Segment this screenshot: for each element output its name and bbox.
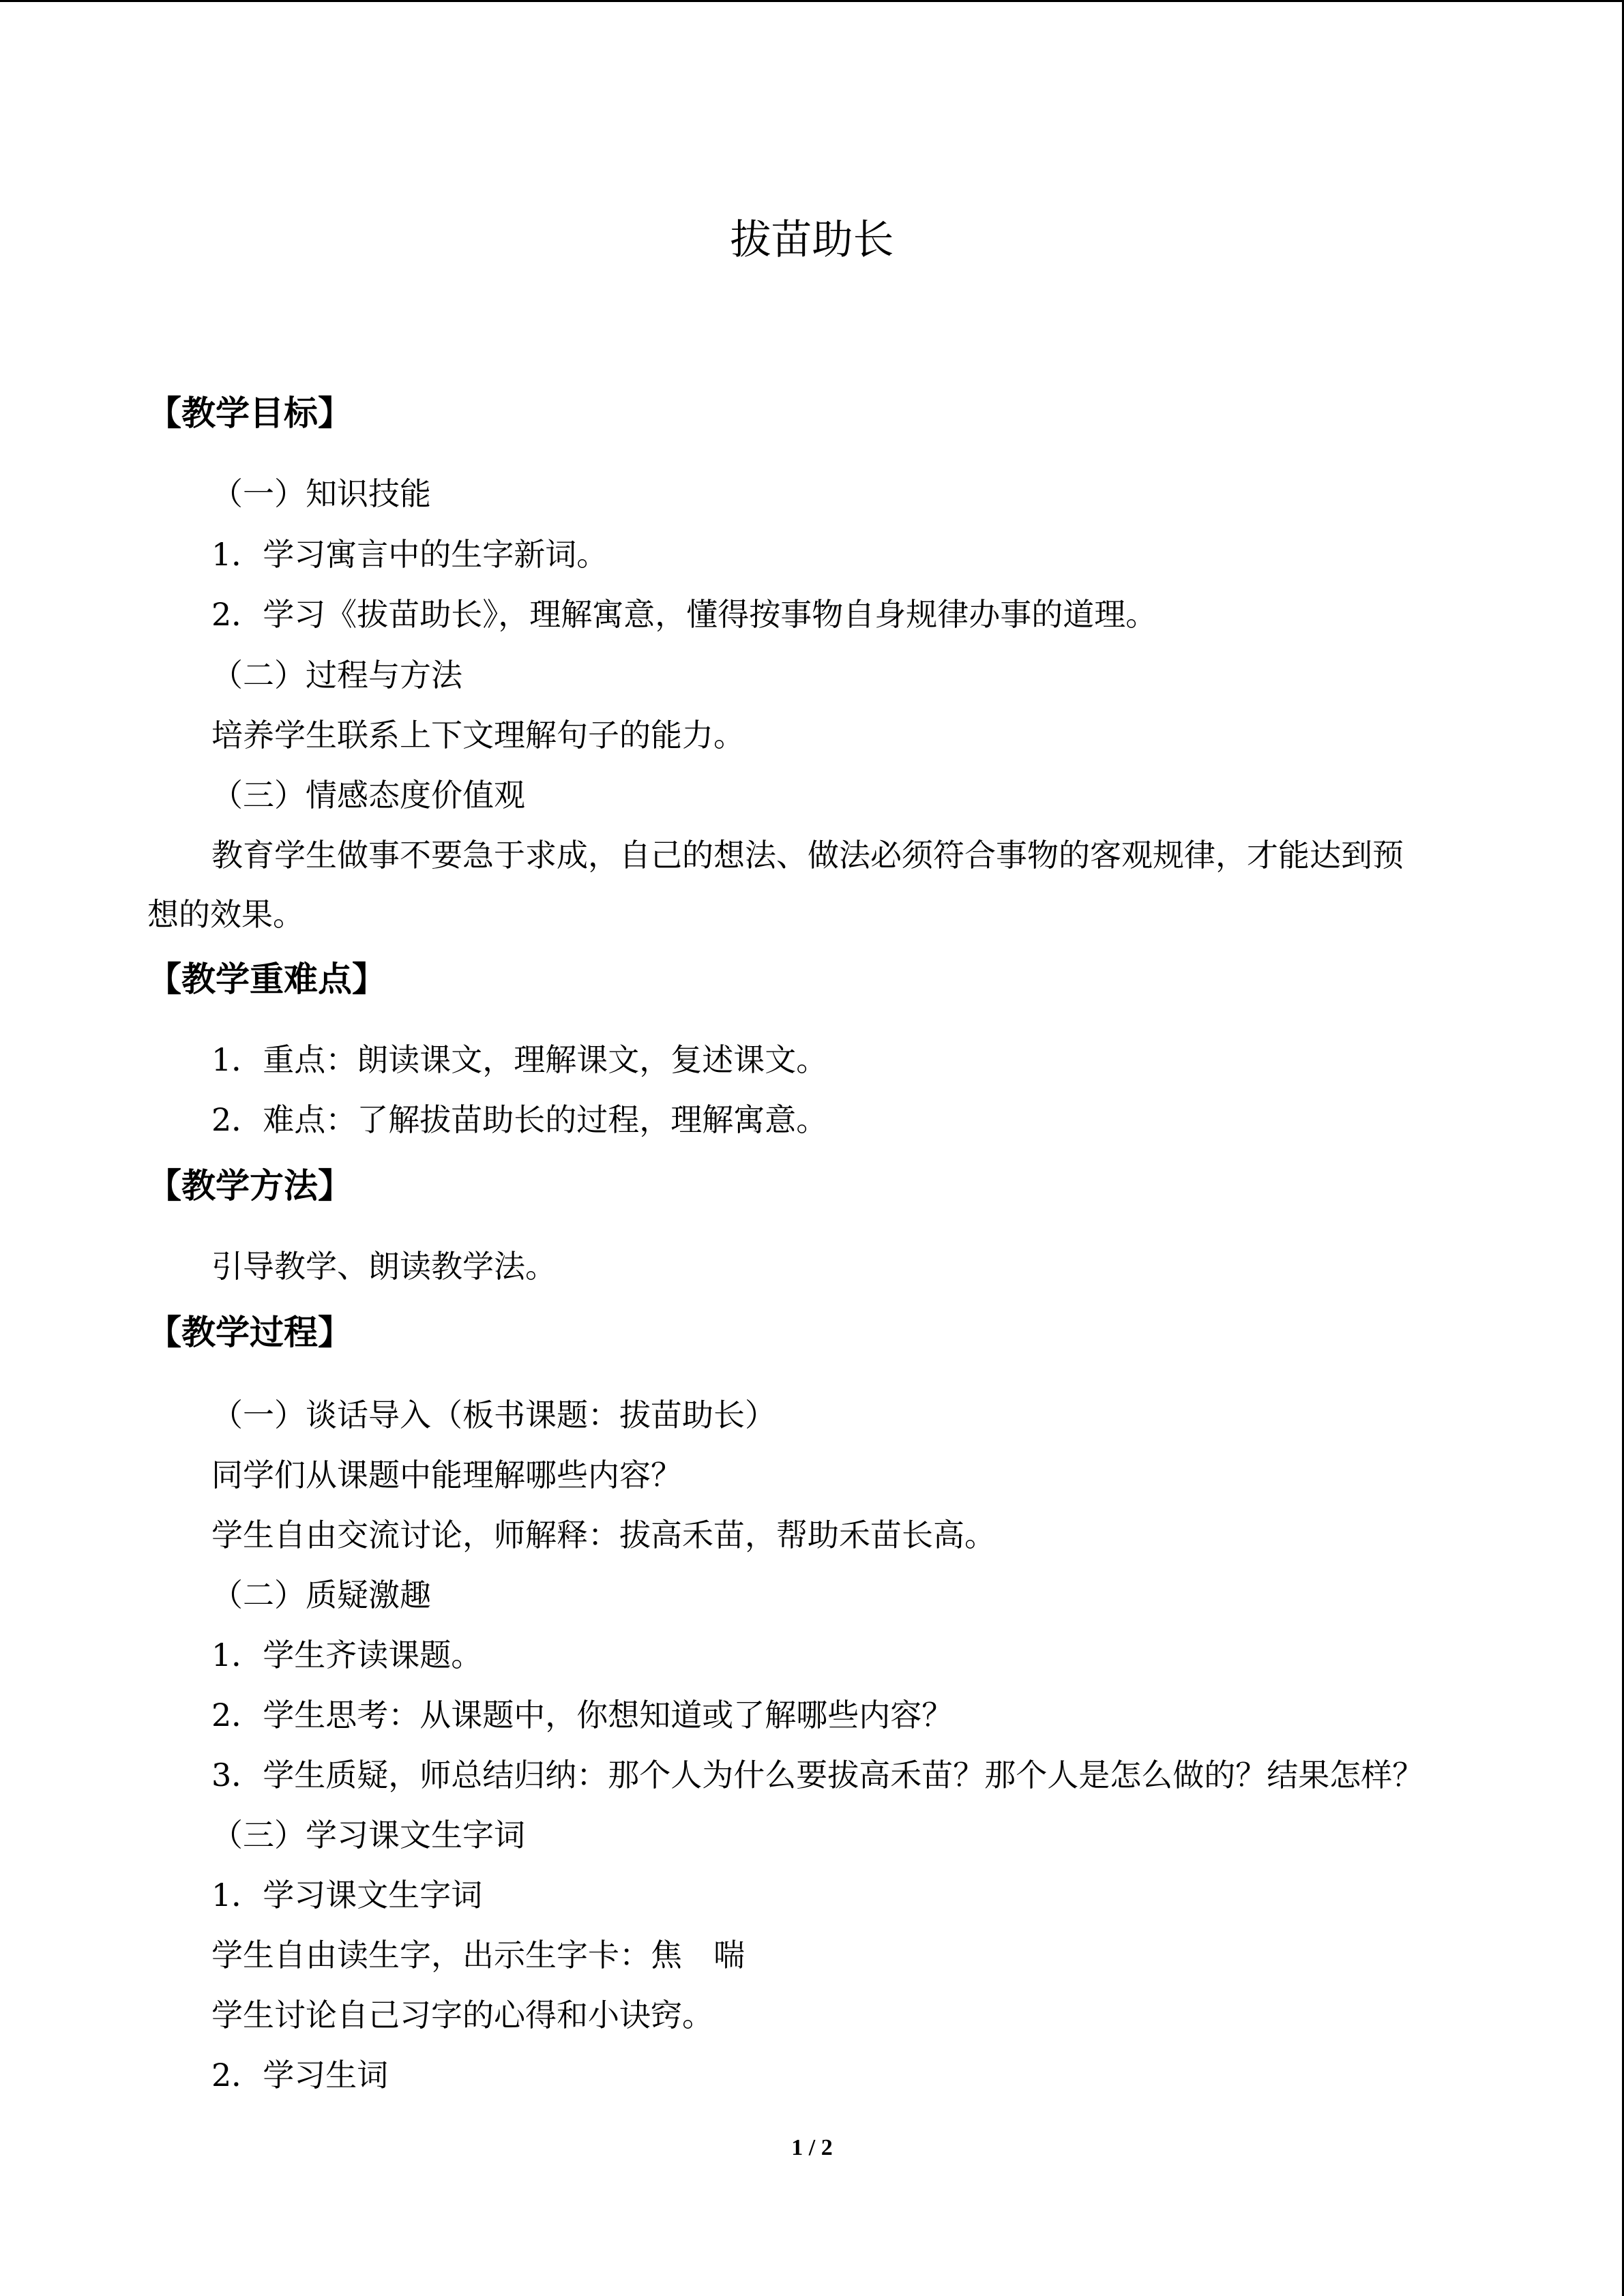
section-heading-keypoints: 【教学重难点】 [147,959,386,999]
process-line: 学生自由读生字，出示生字卡：焦 喘 [211,1937,745,1973]
process-line: 1．学生齐读课题。 [211,1637,483,1673]
process-line: （三）学习课文生字词 [211,1817,525,1853]
keypoint-line: 1．重点：朗读课文，理解课文，复述课文。 [211,1041,828,1078]
section-heading-goals: 【教学目标】 [147,393,352,433]
goal-line: 1．学习寓言中的生字新词。 [211,536,608,573]
process-line: 同学们从课题中能理解哪些内容？ [211,1457,682,1493]
process-line: （一）谈话导入（板书课题：拔苗助长） [211,1397,776,1433]
goal-line: 培养学生联系上下文理解句子的能力。 [211,717,745,754]
goal-line: 2．学习《拔苗助长》，理解寓意，懂得按事物自身规律办事的道理。 [211,596,1157,633]
method-line: 引导教学、朗读教学法。 [211,1248,557,1285]
goal-line: 教育学生做事不要急于求成，自己的想法、做法必须符合事物的客观规律，才能达到预 [211,837,1404,874]
goal-line: （一）知识技能 [211,475,431,512]
keypoint-line: 2．难点：了解拔苗助长的过程，理解寓意。 [211,1101,828,1138]
document-title: 拔苗助长 [730,216,894,264]
goal-line: （二）过程与方法 [211,657,462,694]
process-line: 1．学习课文生字词 [211,1877,483,1913]
page-top-border [0,0,1624,2]
process-line: 3．学生质疑，师总结归纳：那个人为什么要拔高禾苗？那个人是怎么做的？结果怎样？ [211,1757,1424,1793]
goal-line: 想的效果。 [147,896,304,933]
process-line: 2．学习生词 [211,2057,389,2093]
process-line: 2．学生思考：从课题中，你想知道或了解哪些内容？ [211,1697,954,1733]
page-number: 1 / 2 [791,2135,833,2160]
process-line: 学生自由交流讨论，师解释：拔高禾苗，帮助禾苗长高。 [211,1517,996,1553]
goal-line: （三）情感态度价值观 [211,777,525,814]
section-heading-methods: 【教学方法】 [147,1166,352,1206]
process-line: （二）质疑激趣 [211,1577,431,1613]
process-line: 学生讨论自己习字的心得和小诀窍。 [211,1997,713,2033]
section-heading-process: 【教学过程】 [147,1313,352,1352]
